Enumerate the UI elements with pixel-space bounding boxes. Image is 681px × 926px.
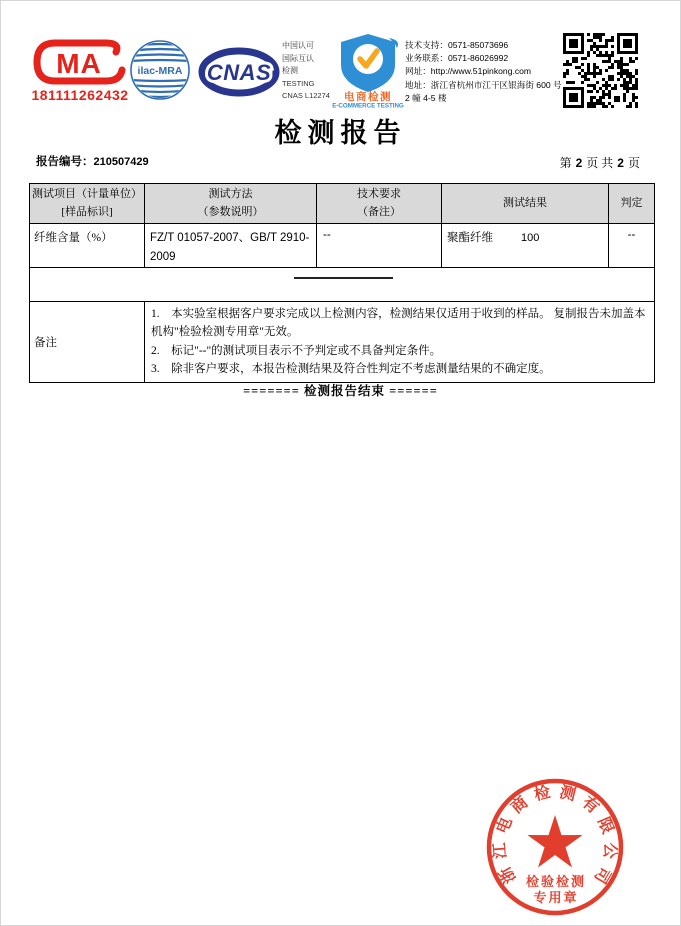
cell-test-result [442,224,609,268]
ilac-mra-logo-icon [129,39,191,101]
report-number-value: 210507429 [93,156,149,168]
cell-test-method: FZ/T 01057-2007、GB/T 2910-2009 [145,224,317,268]
report-number-label: 报告编号： [36,156,94,168]
report-end-marker: ======= 检测报告结束 ====== [243,384,438,398]
result-value: 100 [521,232,540,244]
table-row [30,224,655,268]
remark-row [30,301,655,382]
result-name: 聚酯纤维 [447,232,493,244]
seal-line1: 检验检测 [525,874,587,889]
results-table [29,183,655,383]
ilac-mra-label: ilac-MRA [137,65,183,77]
cnas-label: CNAS [206,60,272,85]
remark-item-3: 3. 除非客户要求，本报告检测结果及符合性判定不考虑测量结果的不确定度。 [151,363,551,376]
cma-logo-icon [32,38,128,86]
col-header-judgement: 判定 [609,184,655,224]
col-header-item: 测试项目（计量单位） [样品标识] [30,184,145,224]
cma-letters: MA [56,48,102,79]
result-end-line [294,277,393,279]
seal-company-name: 浙江电商检测有限公司 [491,783,619,887]
ecommerce-shield-icon [331,32,405,108]
contact-info: 技术支持：0571-85073696 业务联系：0571-86026992 网址：http://www.51pinkong.com 地址：浙江省杭州市江干区银海街 600 号 2 幢 4-5 楼 [405,40,562,103]
company-seal [468,760,642,926]
cnas-logo-icon [197,46,281,98]
col-header-requirement: 技术要求 （备注） [317,184,442,224]
remark-content [145,301,655,382]
seal-line2: 专用章 [533,890,579,905]
cell-judgement: -- [609,224,655,268]
cell-requirement: -- [317,224,442,268]
col-header-result: 测试结果 [442,184,609,224]
cell-test-item: 纤维含量（%） [30,224,145,268]
shield-cn-label: 电商检测 [344,92,392,103]
page-indicator: 第 2 页 共 2 页 [559,156,640,170]
report-number [36,153,149,169]
page-title: 检测报告 [274,118,407,148]
seal-star-icon [527,815,582,868]
accreditation-text: 中国认可 国际互认 检测 TESTING CNAS L12274 [282,41,330,101]
remark-label: 备注 [30,301,145,382]
table-header-row [30,184,655,224]
table-end-row [30,267,655,301]
shield-en-label: E-COMMERCE TESTING [332,102,404,108]
current-page-number: 2 [575,156,583,170]
total-page-number: 2 [617,156,624,170]
remark-item-1: 1. 本实验室根据客户要求完成以上检测内容，检测结果仅适用于收到的样品。 复制报告未加盖本机构"检验检测专用章"无效。 [151,307,646,339]
cma-number: 181111262432 [31,87,129,103]
col-header-method: 测试方法 （参数说明） [145,184,317,224]
remark-item-2: 2. 标记"--"的测试项目表示不予判定或不具备判定条件。 [151,344,442,357]
qr-code [562,32,639,109]
